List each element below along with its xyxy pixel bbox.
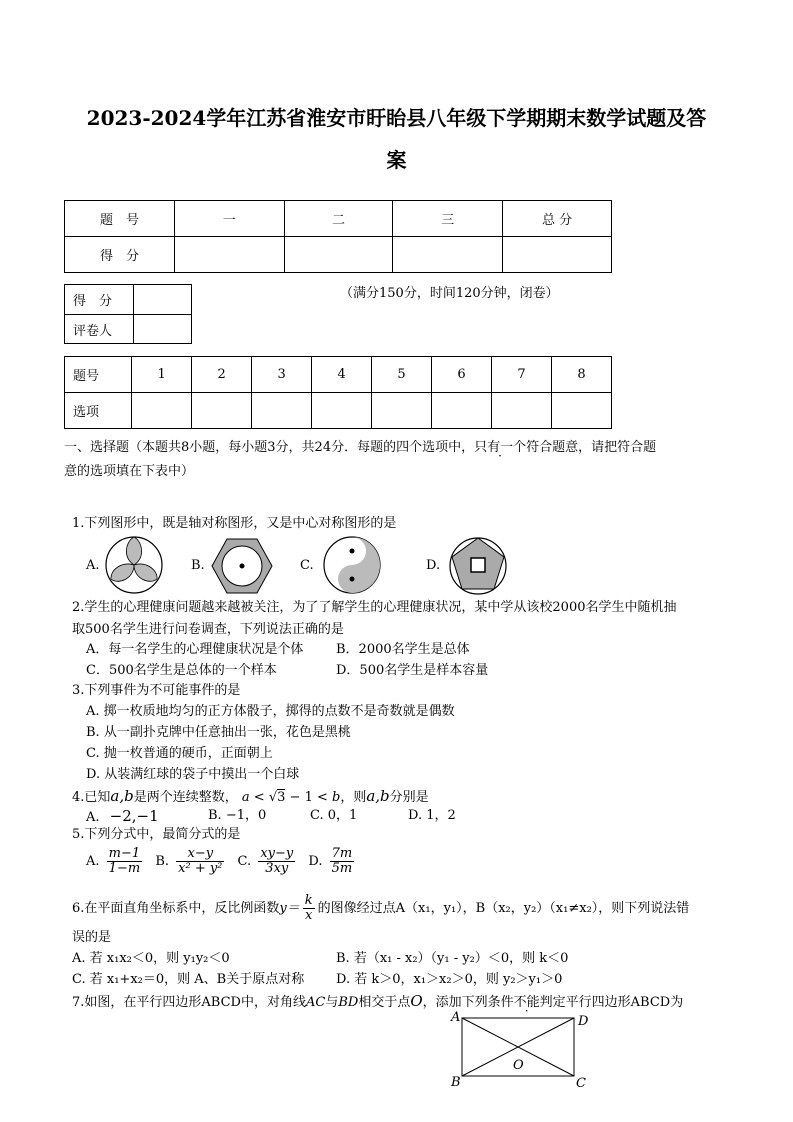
q4-option-b[interactable]: B. −1，0 bbox=[208, 808, 267, 823]
score-header-total: 总 分 bbox=[503, 201, 612, 237]
q7-o: O bbox=[410, 992, 423, 1010]
score-table bbox=[64, 200, 612, 273]
q7-emph: 不能 bbox=[513, 995, 540, 1010]
answer-num-1: 1 bbox=[132, 357, 192, 393]
answer-cell[interactable] bbox=[372, 393, 432, 429]
q5-c-den: 3xy bbox=[265, 861, 289, 876]
answer-cell[interactable] bbox=[252, 393, 312, 429]
q1-figure-b-icon[interactable] bbox=[210, 537, 274, 595]
q1-label-b: B. bbox=[191, 558, 205, 573]
q1-label-c: C. bbox=[300, 558, 314, 573]
q1-label-d: D. bbox=[426, 558, 441, 573]
q7-text-2: 与 bbox=[325, 995, 339, 1010]
q2-line1: 2.学生的心理健康问题越来越被关注，为了了解学生的心理健康状况，某中学从该校2000名学生中随机抽 bbox=[72, 600, 677, 615]
score-cell[interactable] bbox=[393, 237, 503, 273]
q6-frac-num: k bbox=[304, 893, 313, 908]
q6-option-a[interactable]: A. 若 x₁x₂＜0，则 y₁y₂＜0 bbox=[72, 951, 230, 966]
score-header-num: 题 号 bbox=[65, 201, 175, 237]
answer-cell[interactable] bbox=[132, 393, 192, 429]
q2-option-d[interactable]: D．500名学生是样本容量 bbox=[336, 663, 489, 678]
score-header-3: 三 bbox=[393, 201, 503, 237]
q7-label-o: O bbox=[513, 1058, 524, 1073]
q7-text-5: 判定平行四边形ABCD为 bbox=[539, 995, 684, 1010]
q7-text-1: 7.如图，在平行四边形ABCD中，对角线 bbox=[72, 995, 306, 1010]
answer-cell[interactable] bbox=[312, 393, 372, 429]
score-cell[interactable] bbox=[503, 237, 612, 273]
q6-points: A（x₁，y₁），B（x₂，y₂）（x₁≠x₂），则下列说法错 bbox=[395, 901, 690, 916]
q7-text-4: ，添加下列条件 bbox=[422, 995, 514, 1010]
answer-num-2: 2 bbox=[192, 357, 252, 393]
q6-y-eq: y＝ bbox=[279, 901, 300, 916]
score-row-label: 得 分 bbox=[65, 237, 175, 273]
q2-option-b[interactable]: B．2000名学生是总体 bbox=[336, 642, 470, 657]
q7-label-c: C bbox=[576, 1076, 586, 1091]
q4-option-a-label: A. bbox=[86, 810, 100, 825]
q6-option-d[interactable]: D. 若 k＞0，x₁＞x₂＞0，则 y₂＞y₁＞0 bbox=[336, 972, 563, 987]
doc-title-line2: 案 bbox=[386, 148, 407, 172]
q3-option-d[interactable]: D. 从装满红球的袋子中摸出一个白球 bbox=[86, 767, 300, 782]
q2-option-a[interactable]: A．每一名学生的心理健康状况是个体 bbox=[86, 642, 304, 657]
score-cell[interactable] bbox=[284, 237, 393, 273]
q1-stem: 1.下列图形中，既是轴对称图形，又是中心对称图形的是 bbox=[72, 516, 397, 531]
q4-text-1: 4.已知 bbox=[72, 790, 111, 805]
q7-bd: BD bbox=[338, 995, 359, 1010]
q1-label-a: A. bbox=[86, 558, 100, 573]
q6-frac bbox=[303, 894, 315, 923]
q7-parallelogram-diagram bbox=[448, 1010, 598, 1092]
doc-title-line1: 2023-2024学年江苏省淮安市盱眙县八年级下学期期末数学试题及答 bbox=[86, 106, 707, 130]
q4-ineq-b: b bbox=[332, 790, 341, 805]
answer-num-7: 7 bbox=[492, 357, 552, 393]
q5-d-num: 7m bbox=[331, 846, 353, 861]
section1-text-b: 符合题意，请把符合题 bbox=[526, 440, 657, 455]
q2-line2: 取500名学生进行问卷调查，下列说法正确的是 bbox=[72, 622, 344, 637]
score-header-1: 一 bbox=[174, 201, 284, 237]
q4-option-a-value: −2,−1 bbox=[109, 807, 159, 825]
q7-ac: AC bbox=[305, 995, 326, 1010]
q6-frac-den: x bbox=[305, 908, 313, 923]
answer-num-4: 4 bbox=[312, 357, 372, 393]
answer-cell[interactable] bbox=[492, 393, 552, 429]
q7-label-d: D bbox=[578, 1014, 589, 1029]
q6-option-c[interactable]: C. 若 x₁+x₂＝0，则 A、B关于原点对称 bbox=[72, 972, 305, 987]
q6-text-2: 的图像经过点 bbox=[317, 901, 396, 916]
q3-stem: 3.下列事件为不可能事件的是 bbox=[72, 683, 241, 698]
answer-num-5: 5 bbox=[372, 357, 432, 393]
q1-figure-c-icon[interactable] bbox=[322, 535, 382, 595]
score-cell[interactable] bbox=[174, 237, 284, 273]
answer-num-6: 6 bbox=[432, 357, 492, 393]
answer-num-8: 8 bbox=[551, 357, 611, 393]
q5-b-num: x−y bbox=[176, 847, 224, 862]
q1-figure-a-icon[interactable] bbox=[104, 535, 164, 595]
q2-option-c[interactable]: C．500名学生是总体的一个样本 bbox=[86, 663, 277, 678]
q7-label-b: B bbox=[451, 1075, 461, 1090]
q5-option-c-frac[interactable] bbox=[258, 847, 295, 876]
q1-figure-d-icon[interactable] bbox=[446, 534, 510, 596]
q6-text-1: 6.在平面直角坐标系中，反比例函数 bbox=[72, 901, 280, 916]
section1-text-a: 一、选择题（本题共8小题，每小题3分，共24分．每题的四个选项中， bbox=[64, 440, 475, 455]
q4-ineq-lt: < bbox=[249, 790, 269, 805]
q4-text-2: 是两个连续整数， bbox=[133, 790, 238, 805]
answer-option-label: 选项 bbox=[65, 393, 132, 429]
answer-cell[interactable] bbox=[432, 393, 492, 429]
q5-option-d-frac[interactable] bbox=[330, 847, 355, 876]
grader-score-label: 得 分 bbox=[65, 285, 134, 315]
answer-num-3: 3 bbox=[252, 357, 312, 393]
q4-sqrt-num: 3 bbox=[277, 790, 286, 805]
q5-option-d-label[interactable]: D. bbox=[308, 854, 323, 869]
q5-option-b-frac[interactable] bbox=[176, 847, 224, 876]
section1-instructions-line2: 意的选项填在下表中） bbox=[64, 464, 195, 479]
grader-label: 评卷人 bbox=[65, 315, 134, 344]
q5-option-a-frac[interactable] bbox=[107, 847, 143, 876]
section1-emph: 只有一个 bbox=[474, 440, 527, 455]
q4-ineq-rest: − 1 < bbox=[285, 790, 332, 805]
q5-option-a-label[interactable]: A. bbox=[86, 854, 100, 869]
q4-option-c[interactable]: C. 0，1 bbox=[310, 808, 358, 823]
q5-stem: 5.下列分式中，最简分式的是 bbox=[72, 827, 241, 842]
answer-table bbox=[64, 356, 612, 429]
grader-score-cell[interactable] bbox=[133, 285, 191, 315]
q4-ineq-a: a bbox=[241, 790, 250, 805]
q5-c-num: xy−y bbox=[260, 846, 294, 861]
q4-vars2: a,b bbox=[366, 787, 390, 805]
q6-option-b[interactable]: B. 若（x₁ - x₂）（y₁ - y₂）＜0，则 k＜0 bbox=[336, 951, 569, 966]
exam-info: （满分150分，时间120分钟，闭卷） bbox=[340, 286, 559, 301]
q3-option-b[interactable]: B. 从一副扑克牌中任意抽出一张，花色是黑桃 bbox=[86, 725, 351, 740]
q5-option-c-label[interactable]: C. bbox=[237, 854, 252, 869]
q4-text-3: ，则 bbox=[340, 790, 367, 805]
q4-option-d[interactable]: D. 1，2 bbox=[408, 808, 456, 823]
q7-label-a: A bbox=[451, 1010, 461, 1025]
grader-table bbox=[64, 284, 192, 344]
q6-line2: 误的是 bbox=[72, 930, 112, 945]
q7-text-3: 相交于点 bbox=[358, 995, 411, 1010]
q5-options bbox=[86, 847, 357, 876]
q5-option-b-label[interactable]: B. bbox=[155, 854, 169, 869]
q4-stem bbox=[72, 786, 429, 808]
q5-a-den: 1−m bbox=[108, 861, 141, 876]
q4-text-4: 分别是 bbox=[389, 790, 429, 805]
q6-stem bbox=[72, 894, 689, 923]
q4-sqrt-icon: √ bbox=[268, 790, 278, 805]
answer-cell[interactable] bbox=[192, 393, 252, 429]
answer-header-label: 题号 bbox=[65, 357, 132, 393]
grader-cell[interactable] bbox=[133, 315, 191, 344]
q3-option-c[interactable]: C. 抛一枚普通的硬币，正面朝上 bbox=[86, 746, 273, 761]
q5-d-den: 5m bbox=[331, 861, 353, 876]
q5-b-den: x² + y² bbox=[178, 861, 223, 876]
q4-vars: a,b bbox=[110, 787, 134, 805]
section1-instructions bbox=[64, 438, 656, 458]
q5-a-num: m−1 bbox=[108, 846, 141, 861]
q3-option-a[interactable]: A. 掷一枚质地均匀的正方体骰子，掷得的点数不是奇数就是偶数 bbox=[86, 704, 455, 719]
answer-cell[interactable] bbox=[551, 393, 611, 429]
score-header-2: 二 bbox=[284, 201, 393, 237]
